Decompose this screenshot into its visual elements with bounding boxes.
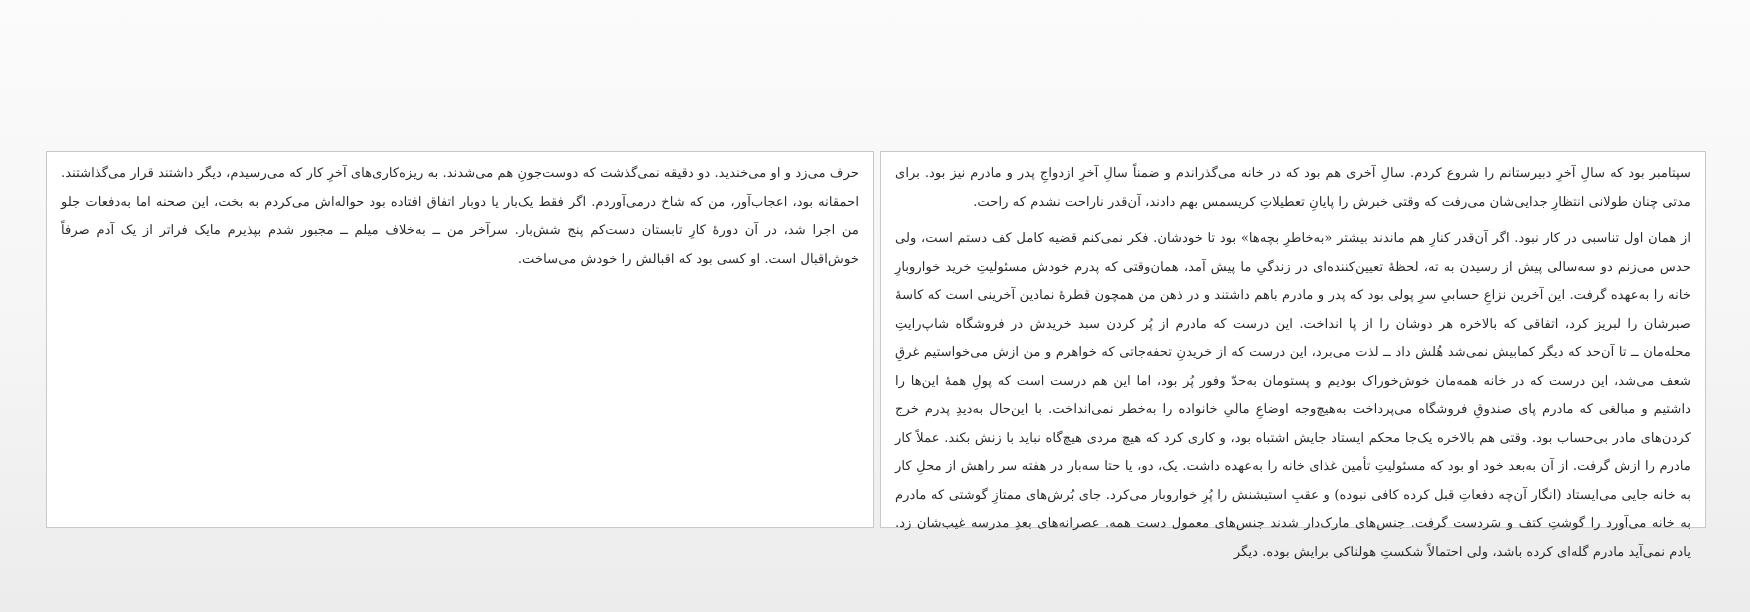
left-page-text — [61, 160, 859, 274]
paragraph: حرف می‌زد و او می‌خندید. دو دقیقه نمی‌گذشت که دوست‌جونِ هم می‌شدند. به ریزه‌کاری‌های آخرِ کار که می‌رسیدم، دیگر داشتند قرار می‌گذاشتند. احمقانه بود، اعجاب‌آور، من که شاخ درمی‌آوردم. اگر فقط یک‌بار یا دوبار اتفاق افتاده بود حواله‌اش می‌کردم به بخت، این صحنه اما به‌دفعات جلو من اجرا شد، در آن دورهٔ کارِ تابستان دست‌کم پنج شش‌بار. سرآخر من ــ به‌خلاف میلم ــ مجبور شدم بپذیرم مایک فراتر از یک آدم صرفاً خوش‌اقبال است. او کسی بود که اقبالش را خودش می‌ساخت. — [61, 166, 859, 267]
right-page — [880, 151, 1706, 560]
paragraph: از همان اول تناسبی در کار نبود. اگر آن‌قدر کنارِ هم ماندند بیشتر «به‌خاطرِ بچه‌ها» بود تا خودشان. فکر نمی‌کنم قضیه کامل کف دستم است، ولی حدس می‌زنم دو سه‌سالی پیش از رسیدن به ته، لحظهٔ تعیین‌کننده‌ای در زندگیِ ما پیش آمد، همان‌وقتی که پدرم خودش مسئولیتِ خرید خواروبارِ خانه را به‌عهده گرفت. این آخرین نزاعِ حسابیِ سرِ پولی بود که پدر و مادرم باهم داشتند و در ذهن من همچون قطرهٔ نمادین آخرینی است که کاسهٔ صبرشان را لبریز کرد، اتفاقی که بالاخره هر دوشان را از پا انداخت. این درست که مادرم از پُر کردن سبد خریدش در فروشگاه شاپ‌رایتِ محله‌مان ــ تا آن‌حد که دیگر کمابیش نمی‌شد هُلش داد ــ لذت می‌برد، این درست که از خریدنِ تحفه‌جاتی که خواهرم و من ازش می‌خواستیم غرقِ شعف می‌شد، این درست که در خانه همه‌مان خوش‌خوراک بودیم و پستومان به‌حدّ وفور پُر بود، اما این هم درست است که پولِ همهٔ این‌ها را داشتیم و مبالغی که مادرم پای صندوقِ فروشگاه می‌پرداخت به‌هیچ‌وجه اوضاعِ مالیِ خانواده را به‌خطر نمی‌انداخت. با این‌حال به‌دیدِ پدرم خرج کردن‌های مادر بی‌حساب بود. وقتی هم بالاخره یک‌جا محکم ایستاد جایش اشتباه بود، و کاری کرد که هیچ مردی هیچ‌گاه نباید با زنش بکند. عملاً کار مادرم را ازش گرفت. از آن به‌بعد خود او بود که مسئولیتِ تأمین غذای خانه را به‌عهده داشت. یک، دو، یا حتا سه‌بار در هفته سر راهش از محلِ کار به خانه جایی می‌ایستاد (انگار آن‌چه دفعاتِ قبل کرده کافی نبوده) و عقبِ استیشنش را پُرِ خواروبار می‌کرد. جای بُرش‌های ممتازِ گوشتی که مادرم به خانه می‌آورد را گوشتِ کتف و سَردست گرفت. جنس‌های مارک‌دار شدند جنس‌های معمول دست همه. عصرانه‌های بعدِ مدرسه غیب‌شان زد. یادم نمی‌آید مادرم گله‌ای کرده باشد، ولی احتمالاً شکستِ هولناکی برایش بوده. دیگر — [895, 231, 1691, 560]
left-page — [46, 151, 874, 528]
paragraph: سپتامبر بود که سالِ آخرِ دبیرستانم را شروع کردم. سالِ آخری هم بود که در خانه می‌گذراندم و ضمناً سالِ آخرِ ازدواجِ پدر و مادرم نیز بود. برای مدتی چنان طولانی انتظارِ جدایی‌شان می‌رفت که وقتی خبرش را پایانِ تعطیلاتِ کریسمس بهم دادند، آن‌قدر ناراحت نشدم که راحت. — [895, 166, 1691, 210]
book-spread — [46, 151, 1706, 560]
right-page-text — [895, 160, 1691, 567]
